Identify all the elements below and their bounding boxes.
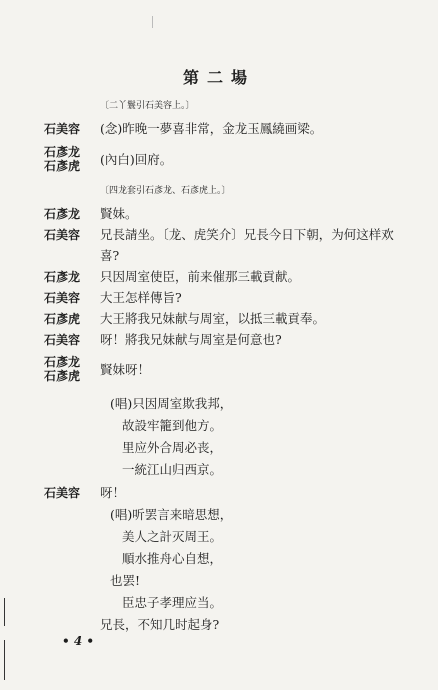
dialogue-text: (內白)回府。 — [100, 152, 173, 167]
dialogue-text-continued: 兄長，不知几时起身? — [100, 617, 220, 632]
dialogue-text: 呀！將我兄妹献与周室是何意也? — [100, 332, 282, 347]
dialogue-text: 大王怎样傳旨? — [100, 290, 182, 305]
speaker-name: 石美容 — [44, 486, 81, 500]
stage-direction: 〔二丫鬟引石美容上。〕 — [100, 101, 195, 111]
scan-mark — [152, 16, 153, 28]
verse-line: 美人之計灭周王。 — [122, 529, 223, 544]
dialogue-text: (念)昨晚一夢喜非常，金龙玉鳳繞画梁。 — [100, 121, 323, 136]
verse-line: 順水推舟心自想， — [122, 551, 223, 566]
dialogue-text: 大王將我兄妹献与周室，以抵三載貢奉。 — [100, 311, 326, 326]
page-number: • 4 • — [62, 634, 95, 648]
speaker-name: 石彥龙 — [44, 207, 81, 221]
verse-line: 臣忠子孝理应当。 — [122, 595, 223, 610]
margin-line — [4, 640, 5, 680]
speaker-name: 石美容 — [44, 122, 81, 136]
verse-line: 一統江山归西京。 — [122, 462, 223, 477]
dialogue-text: 賢妹。 — [100, 206, 138, 221]
verse-line: (唱)只因周室欺我邦， — [110, 396, 233, 411]
dialogue-text: 呀！ — [100, 485, 126, 500]
stage-direction: 〔四龙套引石彥龙、石彥虎上。〕 — [100, 186, 231, 196]
speaker-name: 石彥龙 — [44, 355, 81, 369]
dialogue-text: 賢妹呀！ — [100, 362, 151, 377]
speaker-name: 石美容 — [44, 228, 81, 242]
verse-line: 也罢! — [110, 573, 141, 588]
speaker-name: 石彥虎 — [44, 312, 81, 326]
margin-line — [4, 598, 5, 626]
dialogue-text: 只因周室使臣，前来催那三載貢献。 — [100, 269, 301, 284]
speaker-name: 石彥虎 — [44, 369, 81, 383]
verse-line: (唱)听罢言来暗思想， — [110, 507, 233, 522]
dialogue-text: 兄長請坐。〔龙、虎笑介〕兄長今日下朝，为何这样欢 — [100, 227, 394, 242]
scene-title: 第二場 — [182, 68, 255, 87]
dialogue-text-continued: 喜? — [100, 248, 120, 263]
speaker-name: 石彥虎 — [44, 159, 81, 173]
speaker-name: 石美容 — [44, 291, 81, 305]
verse-line: 里应外合周必丧， — [122, 440, 223, 455]
speaker-name: 石彥龙 — [44, 145, 81, 159]
speaker-name: 石美容 — [44, 333, 81, 347]
speaker-name: 石彥龙 — [44, 270, 81, 284]
verse-line: 故設牢籠到他方。 — [122, 418, 223, 433]
